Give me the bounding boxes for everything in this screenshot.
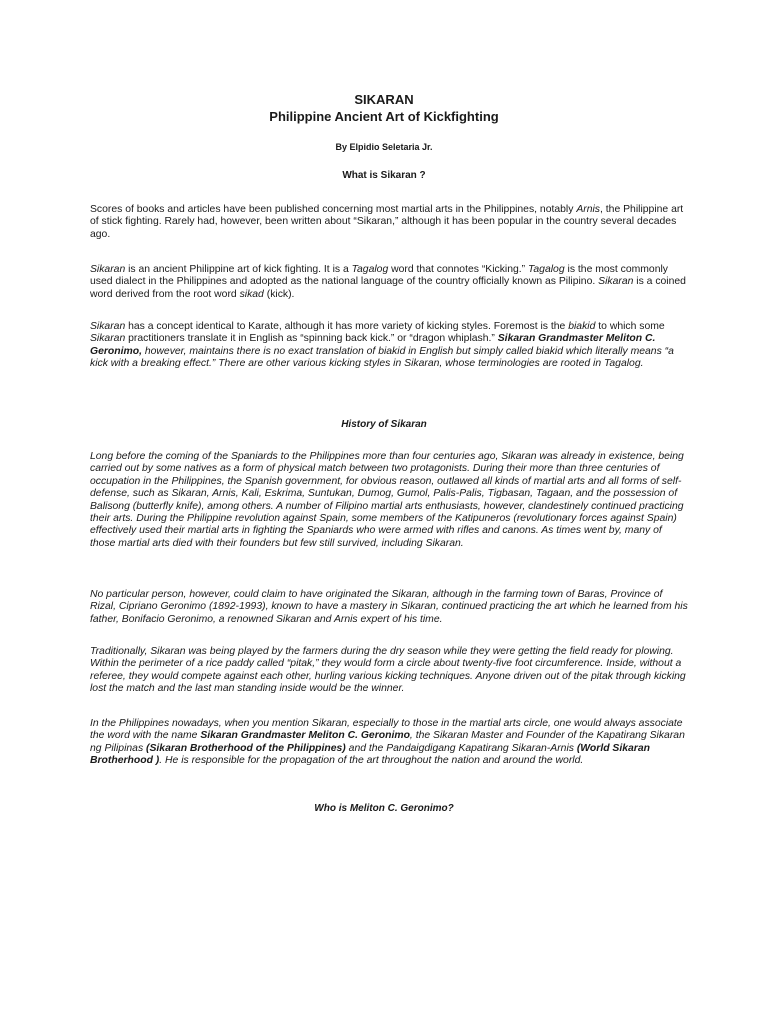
- paragraph-3: Sikaran has a concept identical to Karate, although it has more variety of kicking styles. Foremost is the biakid to which some Sikaran practitioners translate it in English as “spinning back kick.” or “dragon whiplash.” Sikaran Grandmaster Meliton C. Geronimo, however, maintains there is no exact translation of biakid in English but simply called biakid which literally means “a kick with a breaking effect.” There are other various kicking styles in Sikaran, whose terminologies are rooted in Tagalog.: [90, 321, 674, 370]
- heading-what-is-sikaran: What is Sikaran ?: [342, 170, 426, 181]
- paragraph-2: Sikaran is an ancient Philippine art of kick fighting. It is a Tagalog word that connotes “Kicking.” Tagalog is the most commonly used dialect in the Philippines and adopted as the national language of the country officially known as Pilipino. Sikaran is a coined word derived from the root word sikad (kick).: [90, 264, 686, 300]
- document-subtitle: Philippine Ancient Art of Kickfighting: [269, 109, 499, 124]
- paragraph-6: Traditionally, Sikaran was being played by the farmers during the dry season while they were getting the field ready for plowing. Within the perimeter of a rice paddy called “pitak,” they would form a circle about twenty-five foot circumference. Inside, without a referee, they would compete against each other, hurling various kicking techniques. Anyone driven out of the pitak through kicking lost the match and the last man standing inside would be the winner.: [90, 646, 686, 695]
- paragraph-7: In the Philippines nowadays, when you mention Sikaran, especially to those in the martial arts circle, one would always associate the word with the name Sikaran Grandmaster Meliton C. Geronimo, the Sikaran Master and Founder of the Kapatirang Sikaran ng Pilipinas (Sikaran Brotherhood of the Philippines) and the Pandaigdigang Kapatirang Sikaran-Arnis (World Sikaran Brotherhood ). He is responsible for the propagation of the art throughout the nation and around the world.: [90, 718, 685, 767]
- paragraph-1: Scores of books and articles have been published concerning most martial arts in the Philippines, notably Arnis, the Philippine art of stick fighting. Rarely had, however, been written about “Sikaran,” although it has been popular in the country several decades ago.: [90, 204, 684, 240]
- heading-who-is-geronimo: Who is Meliton C. Geronimo?: [314, 803, 454, 814]
- document-title: SIKARAN: [354, 92, 414, 107]
- heading-history: History of Sikaran: [341, 419, 427, 430]
- byline: By Elpidio Seletaria Jr.: [335, 142, 433, 152]
- paragraph-4: Long before the coming of the Spaniards to the Philippines more than four centuries ago, Sikaran was already in existence, being carried out by some natives as a form of physical match between two protagonists. During their more than three centuries of occupation in the Philippines, the Spanish government, for obvious reason, outlawed all kinds of martial arts and all forms of self-defense, such as Sikaran, Arnis, Kali, Eskrima, Suntukan, Dumog, Gumol, Palis-Palis, Tigbasan, Tagaan, and the possession of Balisong (butterfly knife), among others. A number of Filipino martial arts enthusiasts, however, clandestinely continued practicing their arts. During the Philippine revolution against Spain, some members of the Katipuneros (revolutionary forces against Spain) effectively used their martial arts in fighting the Spaniards who were armed with rifles and canons. As times went by, many of those martial arts died with their founders but few still survived, including Sikaran.: [90, 451, 684, 549]
- paragraph-5: No particular person, however, could claim to have originated the Sikaran, although in the farming town of Baras, Province of Rizal, Cipriano Geronimo (1892-1993), known to have a mastery in Sikaran, continued practicing the art which he learned from his father, Bonifacio Geronimo, a renowned Sikaran and Arnis expert of his time.: [90, 589, 688, 625]
